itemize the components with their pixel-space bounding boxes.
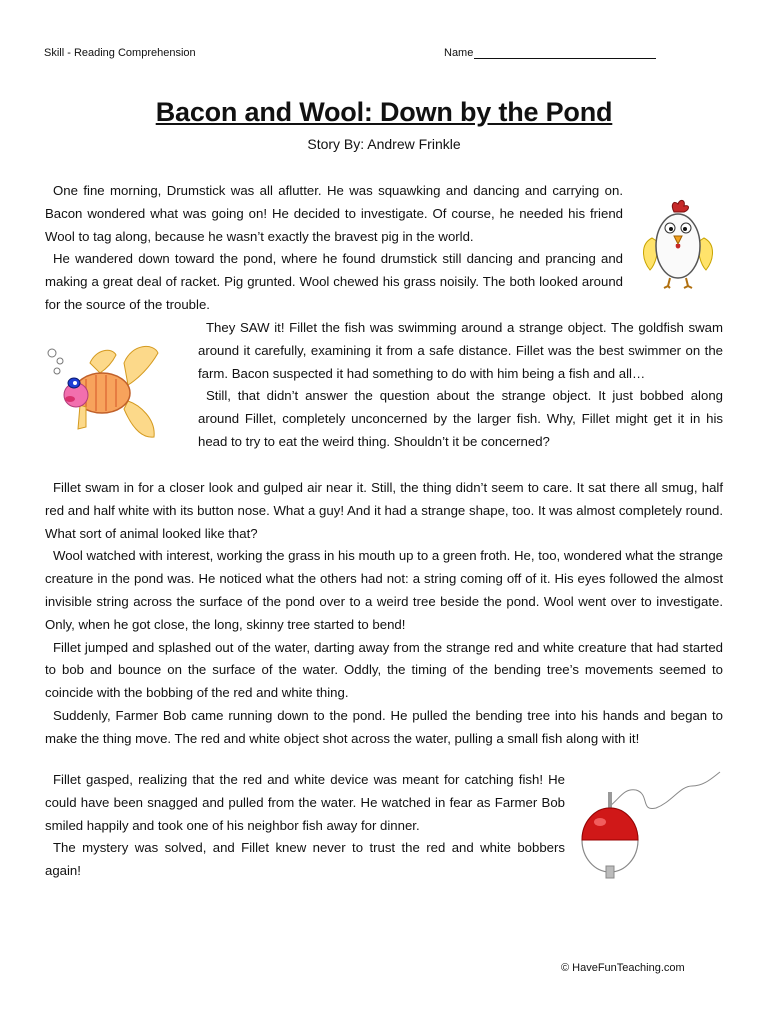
- story-block-2: [198, 317, 723, 454]
- story-paragraph: The mystery was solved, and Fillet knew never to trust the red and white bobbers again!: [45, 840, 565, 879]
- story-block-1: [45, 180, 623, 317]
- story-paragraph: Fillet swam in for a closer look and gulped air near it. Still, the thing didn’t seem to care. It sat there all smug, half red and half white with its button nose. What a guy! And it had a strange shape, too. It was almost completely round. What sort of animal looked like that?: [45, 480, 723, 541]
- name-label: Name: [444, 47, 474, 59]
- story-paragraph: They SAW it! Fillet the fish was swimming around a strange object. The goldfish swam around it carefully, examining it from a safe distance. Fillet was the best swimmer on the farm. Bacon suspected it had something to do with him being a fish and all…: [198, 320, 723, 381]
- story-paragraph: One fine morning, Drumstick was all aflutter. He was squawking and dancing and carrying on. Bacon wondered what was going on! He decided to investigate. Of course, he needed his friend Wool to tag along, because he wasn’t exactly the bravest pig in the world.: [45, 183, 623, 244]
- story-paragraph: Wool watched with interest, working the grass in his mouth up to a green froth. He, too, wondered what the strange creature in the pond was. He noticed what the others had not: a string coming off of it. His eyes followed the almost invisible string across the surface of the pond over to a weird tree beside the pond. Wool went over to investigate. Only, when he got close, the long, skinny tree started to bend!: [45, 548, 723, 632]
- skill-label: Skill - Reading Comprehension: [44, 47, 196, 59]
- story-byline: Story By: Andrew Frinkle: [307, 136, 461, 152]
- name-blank-line: [474, 48, 656, 59]
- story-paragraph: Suddenly, Farmer Bob came running down to the pond. He pulled the bending tree into his hands and began to make the thing move. The red and white object shot across the water, pulling a small fish along with it!: [45, 707, 723, 746]
- fishing-bobber-illustration: [580, 768, 730, 883]
- chicken-illustration: [638, 198, 718, 290]
- story-paragraph: He wandered down toward the pond, where he found drumstick still dancing and prancing and making a great deal of racket. Pig grunted. Wool chewed his grass noisily. The both looked around for the source of the trouble.: [45, 251, 623, 312]
- copyright-footer: © HaveFunTeaching.com: [561, 962, 685, 974]
- story-paragraph: Fillet gasped, realizing that the red and white device was meant for catching fish! He could have been snagged and pulled from the water. He watched in fear as Farmer Bob smiled happily and took one of his neighbor fish away for dinner.: [45, 772, 565, 833]
- story-block-3: [45, 477, 723, 751]
- name-field: [444, 47, 656, 59]
- goldfish-illustration: [40, 343, 170, 443]
- story-block-4: [45, 769, 565, 883]
- story-paragraph: Still, that didn’t answer the question about the strange object. It just bobbed along around Fillet, completely unconcerned by the larger fish. Why, Fillet might get it in his head to try to eat the weird thing. Shouldn’t it be concerned?: [198, 388, 723, 449]
- page-title: Bacon and Wool: Down by the Pond: [155, 97, 613, 127]
- story-paragraph: Fillet jumped and splashed out of the water, darting away from the strange red and white creature that had started to bob and bounce on the surface of the water. Oddly, the timing of the bending tree’s movements seemed to coincide with the bobbing of the red and white thing.: [45, 639, 723, 701]
